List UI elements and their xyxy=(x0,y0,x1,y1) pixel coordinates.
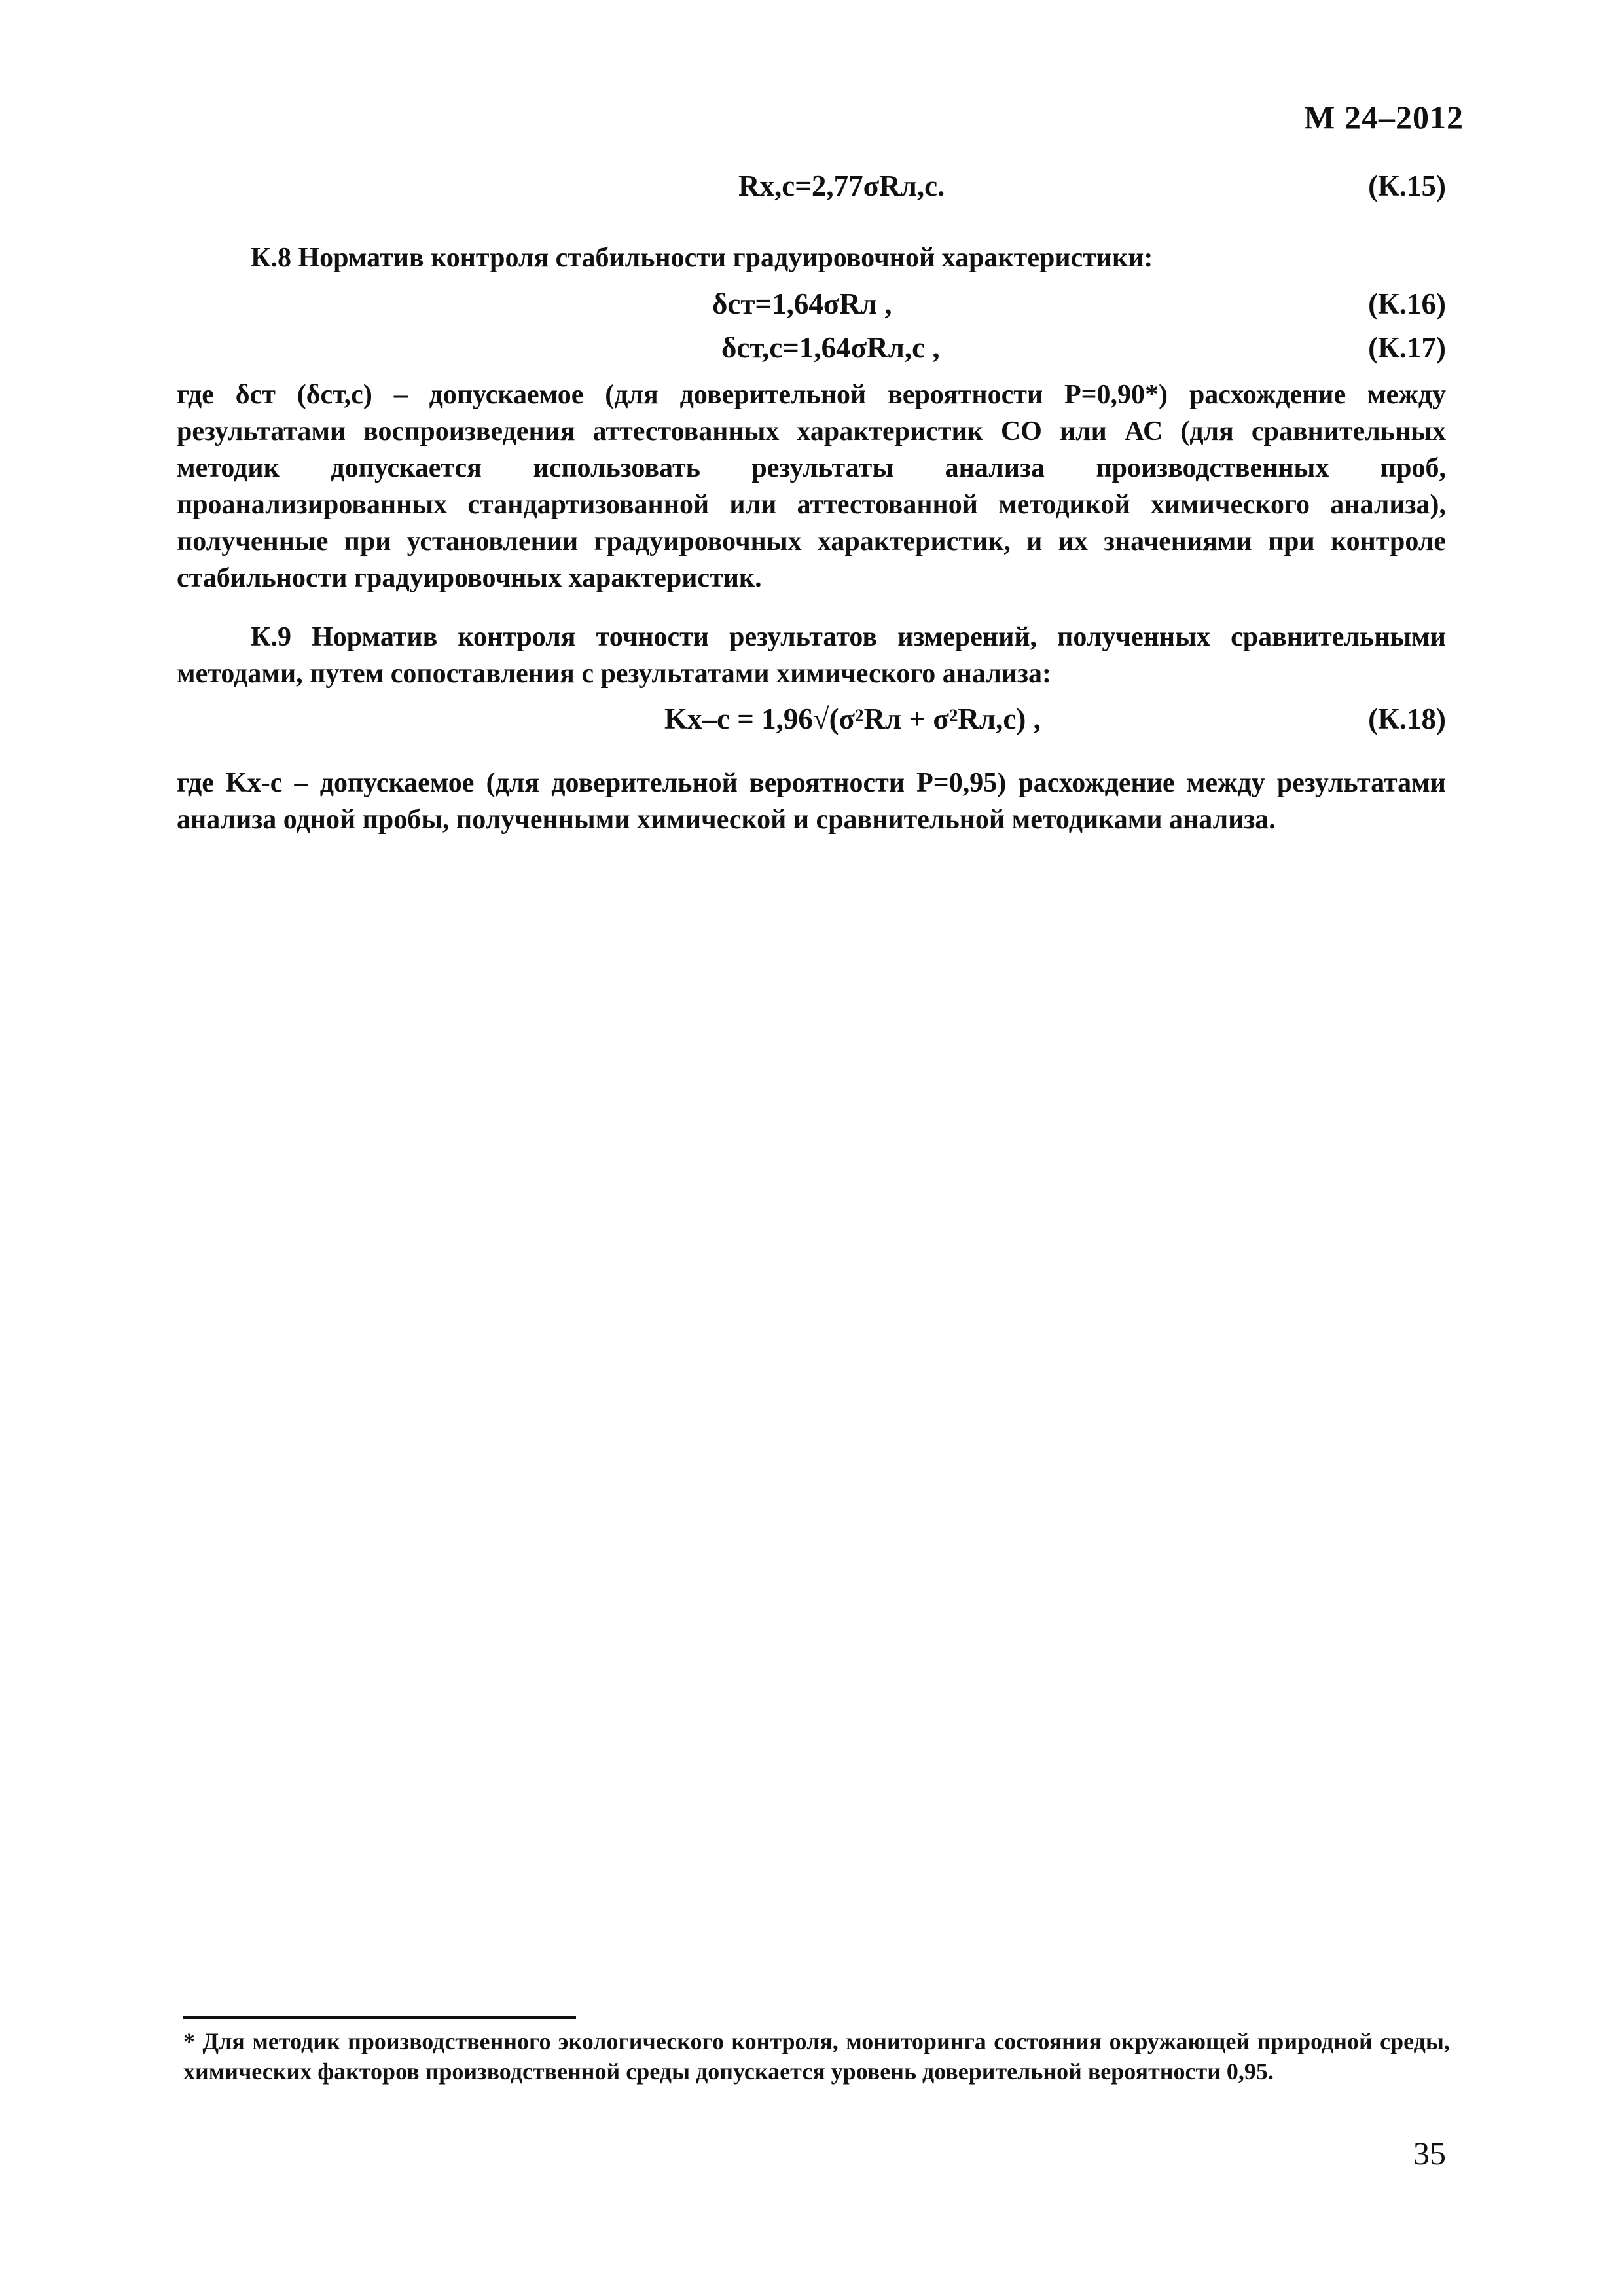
footnote-divider xyxy=(183,2016,576,2019)
footnote: * Для методик производственного экологического контроля, мониторинга состояния окружающей природной среды, химических факторов производственной среды допускается уровень доверительной вероятности 0,95. xyxy=(183,2028,1450,2085)
formula-k16-row xyxy=(177,287,1446,329)
section-k8-explanation: где δст (δст,с) – допускаемое (для доверительной вероятности P=0,90*) расхождение между результатами воспроизведения аттестованных характеристик СО или АС (для сравнительных методик допускается использовать результаты анализа производственных проб, проанализированных стандартизованной или аттестованной методикой химического анализа), полученные при установлении градуировочных характеристик, и их значениями при контроле стабильности градуировочных характеристик. xyxy=(177,380,1446,593)
equation-number-k16: (К.16) xyxy=(1368,287,1446,320)
formula-k15-row xyxy=(177,169,1446,211)
formula-k18: Kх–с = 1,96√(σ²Rл + σ²Rл,с) , xyxy=(664,702,1041,735)
formula-k17: δст,с=1,64σRл,с , xyxy=(721,331,940,364)
equation-number-k15: (К.15) xyxy=(1368,170,1446,202)
section-k9-heading: К.9 Норматив контроля точности результатов измерений, полученных сравнительными методами, путем сопоставления с результатами химического анализа: xyxy=(177,622,1446,689)
doc-code: М 24–2012 xyxy=(1304,99,1464,136)
formula-k15: Rх,с=2,77σRл,с. xyxy=(738,170,945,202)
page-number: 35 xyxy=(1413,2135,1446,2172)
section-k9-explanation: где Kх-с – допускаемое (для доверительной вероятности P=0,95) расхождение между результатами анализа одной пробы, полученными химической и сравнительной методиками анализа. xyxy=(177,768,1446,835)
equation-number-k17: (К.17) xyxy=(1368,331,1446,364)
formula-k16: δст=1,64σRл , xyxy=(712,287,892,320)
equation-number-k18: (К.18) xyxy=(1368,702,1446,735)
formula-k17-row xyxy=(177,331,1446,373)
formula-k18-row xyxy=(177,702,1446,761)
section-k8-heading: К.8 Норматив контроля стабильности градуировочной характеристики: xyxy=(251,243,1153,273)
